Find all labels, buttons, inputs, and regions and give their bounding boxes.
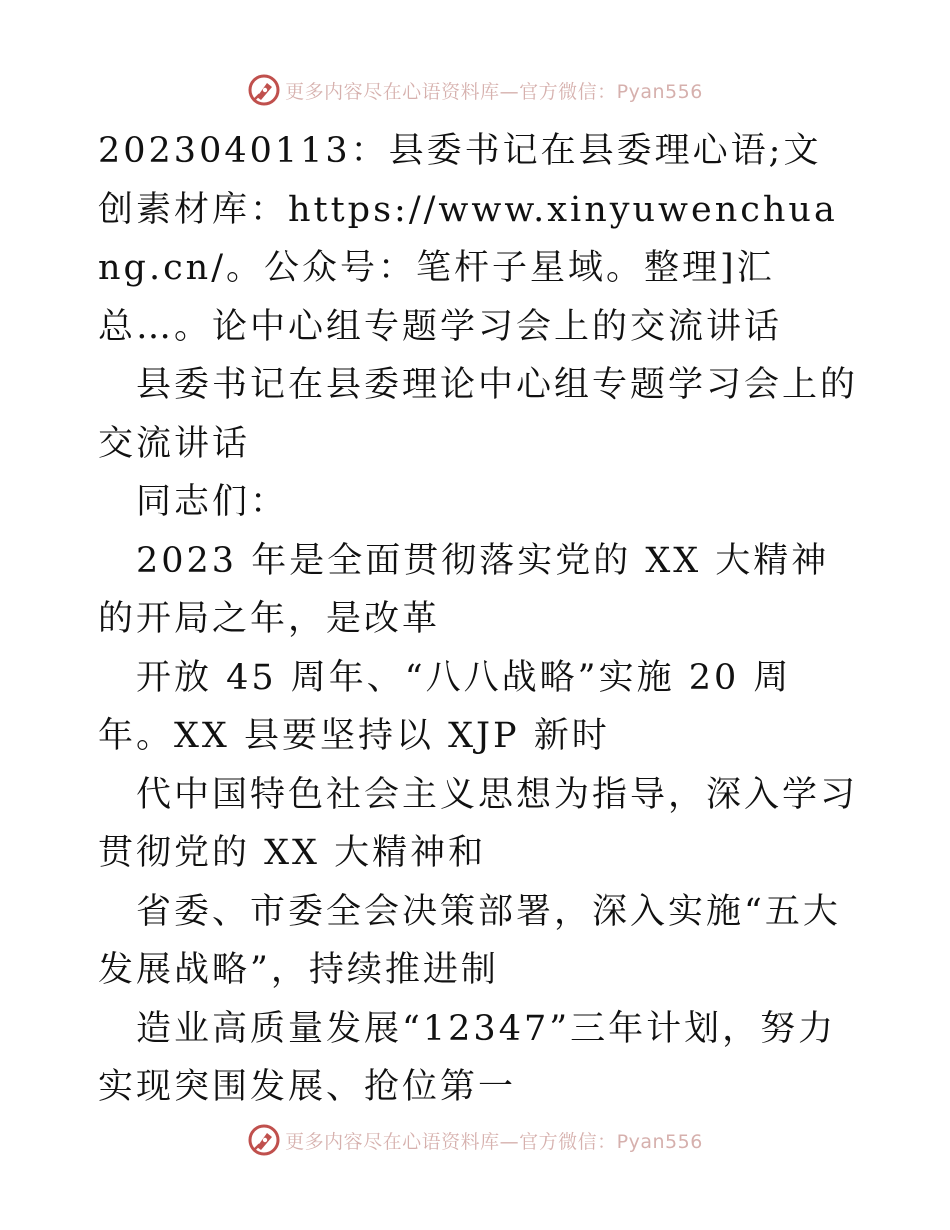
- intro-paragraph: 2023040113：县委书记在县委理心语;文创素材库：https://www.xinyuwenchuang.cn/。公众号：笔杆子星域。整理]汇总…。论中心组专题学习会上的交流讲话: [98, 131, 838, 347]
- pen-nib-logo-icon: [247, 1123, 281, 1157]
- watermark-text: 更多内容尽在心语资料库—官方微信：Pyan556: [285, 1130, 703, 1153]
- body-line: 造业高质量发展“12347”三年计划，努力实现突围发展、抢位第一: [98, 1008, 837, 1107]
- footer-watermark-banner: [0, 1120, 950, 1160]
- salutation: 同志们：: [136, 482, 289, 522]
- pen-nib-logo-icon: [247, 73, 281, 107]
- speech-title: 县委书记在县委理论中心组专题学习会上的交流讲话: [98, 365, 859, 464]
- body-line: 2023 年是全面贯彻落实党的 XX 大精神的开局之年，是改革: [98, 540, 830, 639]
- header-watermark-banner: [0, 70, 950, 110]
- body-line: 省委、市委全会决策部署，深入实施“五大发展战略”，持续推进制: [98, 891, 841, 990]
- watermark-text: 更多内容尽在心语资料库—官方微信：Pyan556: [285, 80, 703, 103]
- body-line: 开放 45 周年、“八八战略”实施 20 周年。XX 县要坚持以 XJP 新时: [98, 657, 792, 756]
- body-line: 代中国特色社会主义思想为指导，深入学习贯彻党的 XX 大精神和: [98, 774, 859, 873]
- document-body: [98, 122, 858, 1117]
